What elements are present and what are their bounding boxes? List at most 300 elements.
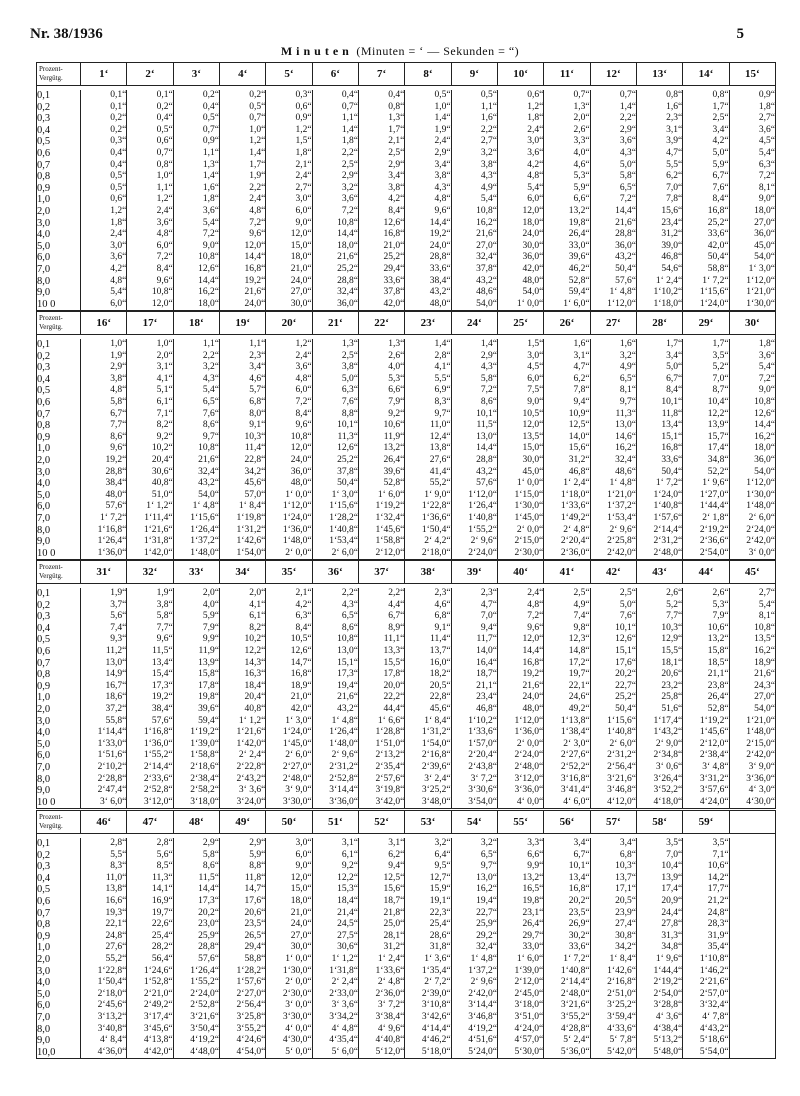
time-value: 1,7“: [219, 160, 265, 172]
time-value: 36,0“: [312, 299, 358, 311]
time-value: 18,7“: [358, 896, 404, 908]
time-value: 21,6“: [312, 252, 358, 264]
time-value: 1,5“: [497, 339, 543, 351]
time-value: 5‘48,0“: [636, 1047, 682, 1059]
minute-header: 7‘: [358, 63, 404, 86]
time-value: 4,2“: [81, 264, 127, 276]
time-value: 11,4“: [219, 443, 265, 455]
percent-label: 0,2: [37, 351, 81, 363]
minute-header: 29‘: [683, 312, 729, 335]
time-value: 14,2“: [683, 873, 729, 885]
time-value: 2‘ 2,4“: [219, 750, 265, 762]
time-value: 1‘45,6“: [683, 727, 729, 739]
time-value: 4‘14,4“: [405, 1024, 451, 1036]
time-value: 1‘42,6“: [219, 536, 265, 548]
minute-header: 43‘: [636, 561, 682, 584]
time-value: 1‘ 4,8“: [312, 716, 358, 728]
table-row: [37, 229, 776, 241]
time-value: 18,0“: [266, 896, 312, 908]
time-value: 1‘12,0“: [451, 490, 497, 502]
time-value: 1‘15,6“: [173, 513, 219, 525]
time-value: 9,2“: [358, 409, 404, 421]
time-value: 42,0“: [266, 704, 312, 716]
time-value: 2‘ 0,0“: [266, 977, 312, 989]
time-value: 1‘ 6,0“: [358, 490, 404, 502]
empty-cell: [729, 1012, 775, 1024]
time-value: 2‘ 6,0“: [266, 750, 312, 762]
time-value: 3‘19,8“: [358, 785, 404, 797]
time-value: 3‘41,4“: [544, 785, 590, 797]
time-value: 1‘35,4“: [405, 966, 451, 978]
time-value: 2‘24,0“: [729, 525, 775, 537]
time-value: 14,7“: [266, 658, 312, 670]
time-value: 1,2“: [127, 194, 173, 206]
table-row: [37, 125, 776, 137]
time-value: 19,2“: [405, 229, 451, 241]
time-value: 3,2“: [451, 148, 497, 160]
time-value: 2,9“: [81, 362, 127, 374]
time-value: 37,2“: [81, 704, 127, 716]
time-value: 40,8“: [219, 704, 265, 716]
time-value: 1,1“: [219, 339, 265, 351]
time-value: 18,1“: [636, 658, 682, 670]
time-value: 3‘55,2“: [544, 1012, 590, 1024]
time-value: 14,4“: [451, 443, 497, 455]
time-value: 1,4“: [590, 102, 636, 114]
time-value: 0,7“: [219, 113, 265, 125]
minute-table-3: [36, 560, 776, 809]
time-value: 48,0“: [266, 478, 312, 490]
time-value: 2‘45,6“: [81, 1000, 127, 1012]
time-value: 10,5“: [266, 634, 312, 646]
time-value: 2‘24,0“: [497, 750, 543, 762]
time-value: 2,4“: [127, 206, 173, 218]
time-value: 4,2“: [683, 136, 729, 148]
time-value: 1‘45,0“: [266, 739, 312, 751]
table-row: [37, 646, 776, 658]
time-value: 15,8“: [683, 646, 729, 658]
time-value: 10,4“: [683, 397, 729, 409]
time-value: 3‘ 4,8“: [683, 762, 729, 774]
time-value: 0,1“: [81, 90, 127, 102]
time-value: 25,4“: [405, 919, 451, 931]
time-value: 13,0“: [590, 420, 636, 432]
time-value: 16,7“: [81, 681, 127, 693]
time-value: 9,4“: [544, 397, 590, 409]
time-value: 2,6“: [636, 588, 682, 600]
time-value: 27,0“: [451, 241, 497, 253]
time-value: 2,4“: [405, 136, 451, 148]
time-value: 1‘33,6“: [451, 727, 497, 739]
time-value: 3‘36,0“: [497, 785, 543, 797]
time-value: 3‘13,2“: [81, 1012, 127, 1024]
time-value: 4‘42,0“: [127, 1047, 173, 1059]
time-value: 9,6“: [81, 443, 127, 455]
time-value: 2,7“: [729, 588, 775, 600]
time-value: 36,0“: [729, 455, 775, 467]
time-value: 3,4“: [636, 351, 682, 363]
time-value: 7,5“: [497, 385, 543, 397]
time-value: 27,6“: [81, 942, 127, 954]
time-value: 43,2“: [451, 276, 497, 288]
percent-label: 0,4: [37, 623, 81, 635]
time-value: 12,9“: [636, 634, 682, 646]
time-value: 15,5“: [358, 658, 404, 670]
time-value: 48,6“: [590, 467, 636, 479]
percent-label: 5,0: [37, 739, 81, 751]
time-value: 5,4“: [173, 385, 219, 397]
time-value: 1‘33,0“: [81, 739, 127, 751]
time-value: 17,3“: [127, 681, 173, 693]
time-value: 1‘39,0“: [497, 966, 543, 978]
time-value: 57,6“: [451, 478, 497, 490]
time-value: 55,2“: [405, 478, 451, 490]
minute-header: 23‘: [405, 312, 451, 335]
time-value: 2‘ 9,6“: [451, 977, 497, 989]
time-value: 1‘ 9,6“: [683, 478, 729, 490]
time-value: 1‘48,0“: [729, 727, 775, 739]
time-value: 21,6“: [173, 455, 219, 467]
time-value: 10,8“: [127, 287, 173, 299]
time-value: 13,2“: [544, 206, 590, 218]
time-value: 2‘57,6“: [358, 774, 404, 786]
time-value: 2‘30,0“: [266, 989, 312, 1001]
time-value: 15,0“: [497, 443, 543, 455]
time-value: 1‘24,0“: [683, 299, 729, 311]
time-value: 1‘16,8“: [81, 525, 127, 537]
time-value: 4,8“: [81, 385, 127, 397]
time-value: 7,2“: [127, 252, 173, 264]
time-value: 1,6“: [590, 339, 636, 351]
table-row: [37, 896, 776, 908]
time-value: 9,0“: [729, 385, 775, 397]
time-value: 2‘16,8“: [590, 977, 636, 989]
time-value: 33,6“: [358, 276, 404, 288]
time-value: 3,0“: [266, 194, 312, 206]
time-value: 14,4“: [173, 884, 219, 896]
percent-label: 10 0: [37, 548, 81, 560]
time-value: 10,2“: [127, 443, 173, 455]
percent-label: 7,0: [37, 264, 81, 276]
time-value: 23,9“: [590, 908, 636, 920]
time-value: 1‘21,6“: [127, 525, 173, 537]
time-value: 13,8“: [81, 884, 127, 896]
time-value: 1‘38,4“: [544, 727, 590, 739]
table-row: [37, 1000, 776, 1012]
time-value: 5,3“: [358, 374, 404, 386]
minute-header: 59‘: [683, 811, 729, 834]
time-value: 23,5“: [544, 908, 590, 920]
time-value: 0,5“: [81, 171, 127, 183]
time-value: 3‘16,8“: [544, 774, 590, 786]
time-value: 13,2“: [497, 873, 543, 885]
time-value: 32,4“: [451, 942, 497, 954]
time-value: 1‘40,8“: [590, 727, 636, 739]
time-value: 9,0“: [266, 218, 312, 230]
time-value: 17,8“: [358, 669, 404, 681]
time-value: 5‘ 7,8“: [590, 1035, 636, 1047]
time-value: 58,8“: [219, 954, 265, 966]
time-value: 13,7“: [405, 646, 451, 658]
time-value: 1‘10,2“: [636, 287, 682, 299]
time-value: 13,0“: [451, 432, 497, 444]
time-value: 2,9“: [358, 160, 404, 172]
time-value: 4,8“: [81, 276, 127, 288]
time-value: 11,8“: [219, 873, 265, 885]
time-value: 2‘10,2“: [81, 762, 127, 774]
empty-cell: [729, 850, 775, 862]
time-value: 23,1“: [497, 908, 543, 920]
time-value: 15,1“: [636, 432, 682, 444]
time-value: 13,9“: [683, 420, 729, 432]
time-value: 1‘ 1,2“: [219, 716, 265, 728]
time-value: 28,6“: [405, 931, 451, 943]
time-value: 17,4“: [636, 884, 682, 896]
percent-label: 0,6: [37, 148, 81, 160]
time-value: 7,0“: [683, 374, 729, 386]
time-value: 6,6“: [544, 194, 590, 206]
time-value: 25,2“: [590, 692, 636, 704]
time-value: 9,1“: [405, 623, 451, 635]
time-value: 9,6“: [266, 420, 312, 432]
time-value: 2‘56,4“: [590, 762, 636, 774]
time-value: 1‘30,0“: [497, 501, 543, 513]
time-value: 2,4“: [219, 194, 265, 206]
time-value: 3,4“: [358, 171, 404, 183]
percent-label: 0,7: [37, 658, 81, 670]
table-row: [37, 977, 776, 989]
time-value: 2‘31,2“: [590, 750, 636, 762]
time-value: 10,6“: [358, 420, 404, 432]
time-value: 14,4“: [590, 206, 636, 218]
time-value: 4,2“: [358, 194, 404, 206]
time-value: 4,7“: [544, 362, 590, 374]
time-value: 1,8“: [497, 113, 543, 125]
time-value: 10,9“: [544, 409, 590, 421]
time-value: 1‘10,2“: [451, 716, 497, 728]
time-value: 2‘47,4“: [81, 785, 127, 797]
time-value: 1,4“: [219, 148, 265, 160]
time-value: 1‘ 0,0“: [266, 490, 312, 502]
time-value: 4,7“: [451, 600, 497, 612]
time-value: 8,8“: [219, 861, 265, 873]
time-value: 2‘36,0“: [544, 548, 590, 560]
time-value: 3,1“: [636, 125, 682, 137]
time-value: 10,6“: [683, 623, 729, 635]
time-value: 15,0“: [266, 241, 312, 253]
time-value: 17,3“: [173, 896, 219, 908]
time-value: 5,9“: [544, 183, 590, 195]
time-value: 30,2“: [544, 931, 590, 943]
time-value: 1‘22,8“: [81, 966, 127, 978]
time-value: 13,2“: [683, 634, 729, 646]
time-value: 21,4“: [312, 908, 358, 920]
time-value: 3,2“: [405, 838, 451, 850]
table-row: [37, 548, 776, 560]
time-value: 8,6“: [451, 397, 497, 409]
time-value: 4‘19,2“: [173, 1035, 219, 1047]
time-value: 3‘30,6“: [451, 785, 497, 797]
table-row: [37, 785, 776, 797]
time-value: 1,2“: [497, 102, 543, 114]
time-value: 4‘46,2“: [405, 1035, 451, 1047]
time-value: 2‘56,4“: [219, 1000, 265, 1012]
time-value: 1‘ 0,0“: [266, 954, 312, 966]
time-value: 4,3“: [173, 374, 219, 386]
table-row: [37, 409, 776, 421]
time-value: 1,1“: [173, 339, 219, 351]
time-value: 2‘ 1,8“: [683, 513, 729, 525]
table-row: [37, 942, 776, 954]
time-value: 1‘26,4“: [173, 966, 219, 978]
time-value: 3,2“: [312, 183, 358, 195]
time-value: 1‘48,0“: [729, 501, 775, 513]
time-value: 1‘39,0“: [173, 739, 219, 751]
time-value: 10,3“: [636, 623, 682, 635]
time-value: 42,0“: [497, 264, 543, 276]
table-row: [37, 194, 776, 206]
time-value: 21,6“: [219, 287, 265, 299]
table-row: [37, 774, 776, 786]
time-value: 1‘37,2“: [590, 501, 636, 513]
time-value: 38,4“: [81, 478, 127, 490]
percent-label: 0,6: [37, 896, 81, 908]
time-value: 5,0“: [312, 374, 358, 386]
time-value: 2‘12,0“: [683, 739, 729, 751]
time-value: 13,4“: [636, 420, 682, 432]
time-value: 1‘37,2“: [451, 966, 497, 978]
time-value: 31,8“: [405, 942, 451, 954]
time-value: 24,0“: [266, 455, 312, 467]
time-value: 2‘30,0“: [497, 548, 543, 560]
time-value: 45,0“: [729, 241, 775, 253]
time-value: 5,4“: [729, 600, 775, 612]
time-value: 4,3“: [405, 183, 451, 195]
time-value: 3‘ 0,6“: [636, 762, 682, 774]
time-value: 14,4“: [729, 420, 775, 432]
time-value: 1,4“: [405, 113, 451, 125]
time-value: 1‘ 6,6“: [358, 716, 404, 728]
percent-label: 9,0: [37, 785, 81, 797]
time-value: 4,2“: [497, 160, 543, 172]
time-value: 7,7“: [81, 420, 127, 432]
time-value: 1,8“: [312, 136, 358, 148]
time-value: 10,3“: [219, 432, 265, 444]
table-row: [37, 838, 776, 850]
time-value: 12,3“: [544, 634, 590, 646]
time-value: 25,9“: [451, 919, 497, 931]
percent-label: 0,1: [37, 838, 81, 850]
table-row: [37, 136, 776, 148]
time-value: 4,1“: [127, 374, 173, 386]
time-value: 7,6“: [590, 611, 636, 623]
time-value: 1‘14,4“: [81, 727, 127, 739]
time-value: 2‘42,0“: [590, 548, 636, 560]
time-value: 4‘51,6“: [451, 1035, 497, 1047]
time-value: 29,4“: [358, 264, 404, 276]
time-value: 12,6“: [358, 218, 404, 230]
time-value: 36,0“: [497, 252, 543, 264]
time-value: 2‘38,4“: [173, 774, 219, 786]
time-value: 0,7“: [173, 125, 219, 137]
time-value: 2,4“: [266, 171, 312, 183]
time-value: 3,8“: [127, 600, 173, 612]
time-value: 1‘54,0“: [405, 739, 451, 751]
table-row: [37, 148, 776, 160]
time-value: 1‘15,6“: [312, 501, 358, 513]
time-value: 2‘ 2,4“: [312, 977, 358, 989]
time-value: 11,4“: [405, 634, 451, 646]
time-value: 4,6“: [544, 160, 590, 172]
time-value: 1‘ 4,8“: [451, 954, 497, 966]
time-value: 2‘15,0“: [497, 536, 543, 548]
time-value: 20,5“: [405, 681, 451, 693]
time-value: 11,3“: [127, 873, 173, 885]
time-value: 27,0“: [729, 218, 775, 230]
minute-header: 12‘: [590, 63, 636, 86]
minute-header: 33‘: [173, 561, 219, 584]
time-value: 2,9“: [312, 171, 358, 183]
time-value: 41,4“: [405, 467, 451, 479]
time-value: 48,0“: [405, 299, 451, 311]
percent-label: 0,3: [37, 861, 81, 873]
time-value: 19,8“: [173, 692, 219, 704]
time-value: 6,5“: [451, 850, 497, 862]
time-value: 1‘40,8“: [451, 513, 497, 525]
time-value: 19,4“: [312, 681, 358, 693]
time-value: 3‘17,4“: [127, 1012, 173, 1024]
table-row: [37, 525, 776, 537]
time-value: 8,0“: [219, 409, 265, 421]
time-value: 1,1“: [127, 183, 173, 195]
empty-cell: [729, 1024, 775, 1036]
time-value: 2‘34,8“: [636, 750, 682, 762]
time-value: 1‘31,8“: [312, 966, 358, 978]
table-row: [37, 750, 776, 762]
time-value: 10,1“: [636, 397, 682, 409]
time-value: 2‘35,4“: [358, 762, 404, 774]
time-value: 15,6“: [358, 884, 404, 896]
time-value: 0,5“: [173, 113, 219, 125]
time-value: 2,6“: [544, 125, 590, 137]
time-value: 2‘52,8“: [312, 774, 358, 786]
percent-label: 9,0: [37, 287, 81, 299]
time-value: 30,6“: [127, 467, 173, 479]
time-value: 0,5“: [405, 90, 451, 102]
minute-header: 5‘: [266, 63, 312, 86]
table-row: [37, 692, 776, 704]
time-value: 3,8“: [405, 171, 451, 183]
time-value: 5,8“: [173, 850, 219, 862]
time-value: 2,2“: [312, 148, 358, 160]
time-value: 3,8“: [451, 160, 497, 172]
time-value: 43,2“: [405, 287, 451, 299]
time-value: 1‘ 2,4“: [636, 276, 682, 288]
time-value: 4,0“: [358, 362, 404, 374]
time-value: 54,0“: [451, 299, 497, 311]
percent-label: 0,2: [37, 850, 81, 862]
table-row: [37, 1024, 776, 1036]
time-value: 1,3“: [358, 339, 404, 351]
time-value: 3‘40,8“: [81, 1024, 127, 1036]
time-value: 2‘31,2“: [312, 762, 358, 774]
time-value: 24,5“: [312, 919, 358, 931]
empty-cell: [729, 966, 775, 978]
time-value: 2‘28,8“: [81, 774, 127, 786]
time-value: 45,6“: [405, 704, 451, 716]
time-value: 3‘25,8“: [219, 1012, 265, 1024]
time-value: 16,6“: [81, 896, 127, 908]
